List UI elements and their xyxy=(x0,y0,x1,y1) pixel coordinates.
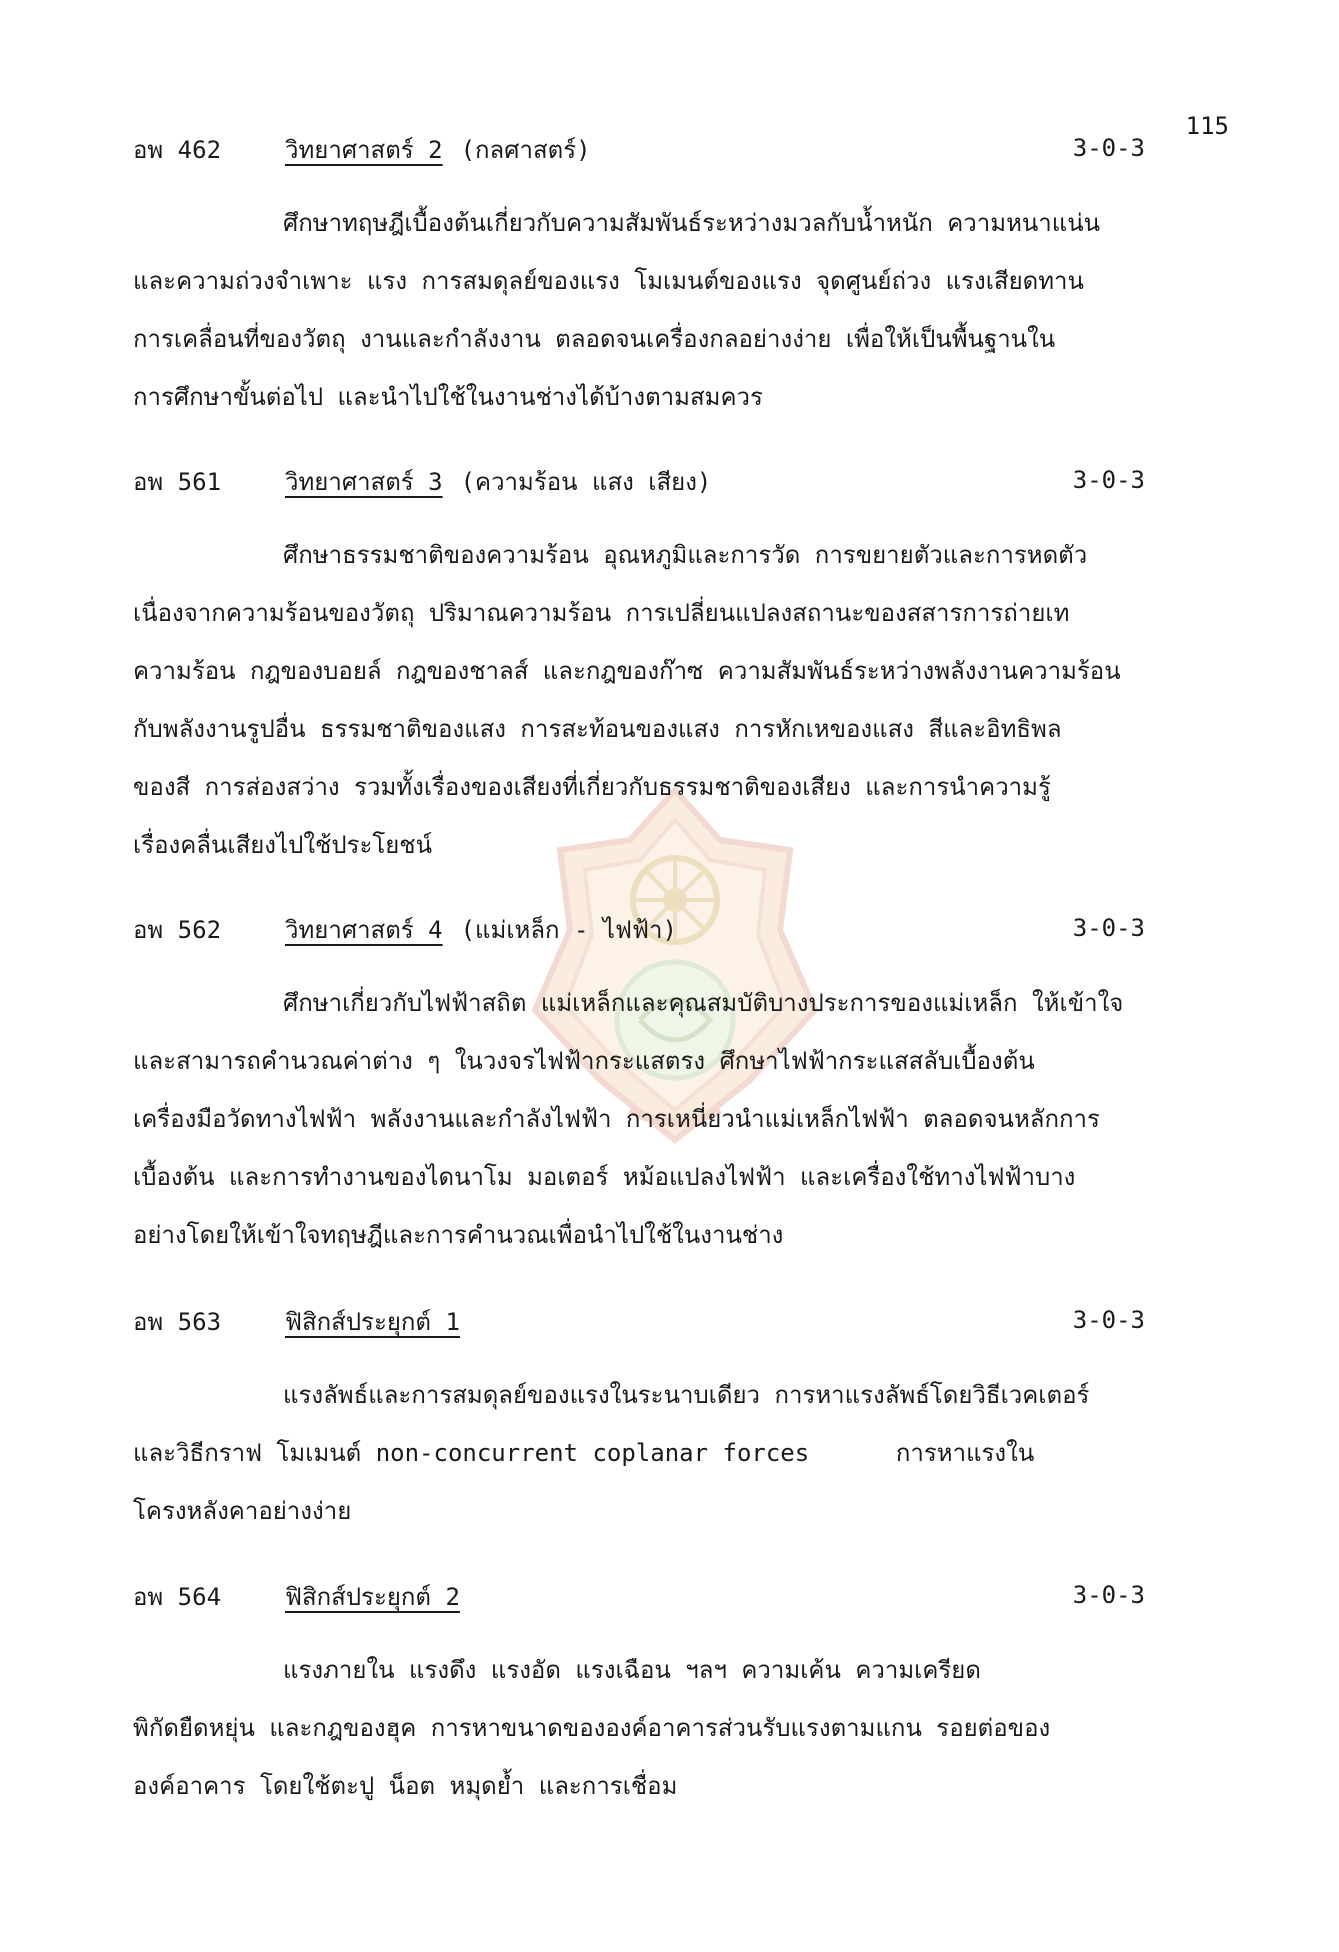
course-description xyxy=(133,1641,1213,1815)
course-credits: 3-0-3 xyxy=(1072,466,1145,494)
course-header xyxy=(133,1577,1213,1617)
description-line: กับพลังงานรูปอื่น ธรรมชาติของแสง การสะท้อนของแสง การหักเหของแสง สีและอิทธิพล xyxy=(133,715,1062,743)
description-line: และวิธีกราฟ โมเมนต์ non-concurrent coplanar forces การหาแรงใน xyxy=(133,1439,1035,1467)
description-line: การเคลื่อนที่ของวัตถุ งานและกำลังงาน ตลอดจนเครื่องกลอย่างง่าย เพื่อให้เป็นพื้นฐานใน xyxy=(133,325,1056,353)
description-line: องค์อาคาร โดยใช้ตะปู น็อต หมุดย้ำ และการเชื่อม xyxy=(133,1772,678,1800)
description-line: เบื้องต้น และการทำงานของไดนาโม มอเตอร์ หม้อแปลงไฟฟ้า และเครื่องใช้ทางไฟฟ้าบาง xyxy=(133,1163,1076,1191)
page-number: 115 xyxy=(1185,112,1229,140)
course-credits: 3-0-3 xyxy=(1072,914,1145,942)
course-credits: 3-0-3 xyxy=(1072,1306,1145,1334)
description-line: เครื่องมือวัดทางไฟฟ้า พลังงานและกำลังไฟฟ้า การเหนี่ยวนำแม่เหล็กไฟฟ้า ตลอดจนหลักการ xyxy=(133,1105,1100,1133)
description-line: และสามารถคำนวณค่าต่าง ๆ ในวงจรไฟฟ้ากระแสตรง ศึกษาไฟฟ้ากระแสสลับเบื้องต้น xyxy=(133,1047,1035,1075)
course-code: อพ 462 xyxy=(133,136,222,164)
course-title xyxy=(285,1577,460,1616)
description-line: เนื่องจากความร้อนของวัตถุ ปริมาณความร้อน การเปลี่ยนแปลงสถานะของสสารการถ่ายเท xyxy=(133,599,1070,627)
course-title xyxy=(285,462,711,501)
course-title-name: วิทยาศาสตร์ 3 xyxy=(285,468,443,496)
course-header xyxy=(133,130,1213,170)
course-code: อพ 564 xyxy=(133,1583,222,1611)
course-subtitle: (ความร้อน แสง เสียง) xyxy=(460,468,712,496)
course-title-name: ฟิสิกส์ประยุกต์ 1 xyxy=(285,1308,460,1336)
description-line: เรื่องคลื่นเสียงไปใช้ประโยชน์ xyxy=(133,831,433,859)
course-block xyxy=(133,1577,1213,1815)
course-code: อพ 562 xyxy=(133,916,222,944)
course-subtitle: (กลศาสตร์) xyxy=(460,136,591,164)
course-block xyxy=(133,462,1213,874)
course-title xyxy=(285,1302,460,1341)
description-line: โครงหลังคาอย่างง่าย xyxy=(133,1497,352,1525)
course-title xyxy=(285,130,591,169)
course-code: อพ 563 xyxy=(133,1308,222,1336)
course-title-name: วิทยาศาสตร์ 4 xyxy=(285,916,443,944)
course-code: อพ 561 xyxy=(133,468,222,496)
description-line: อย่างโดยให้เข้าใจทฤษฎีและการคำนวณเพื่อนำไปใช้ในงานช่าง xyxy=(133,1221,784,1249)
description-line: ศึกษาธรรมชาติของความร้อน อุณหภูมิและการวัด การขยายตัวและการหดตัว xyxy=(283,541,1088,569)
description-line: ศึกษาทฤษฎีเบื้องต้นเกี่ยวกับความสัมพันธ์ระหว่างมวลกับน้ำหนัก ความหนาแน่น xyxy=(283,209,1101,237)
course-block xyxy=(133,1302,1213,1540)
course-title-name: วิทยาศาสตร์ 2 xyxy=(285,136,443,164)
course-block xyxy=(133,130,1213,426)
course-block xyxy=(133,910,1213,1264)
course-header xyxy=(133,462,1213,502)
description-line: และความถ่วงจำเพาะ แรง การสมดุลย์ของแรง โมเมนต์ของแรง จุดศูนย์ถ่วง แรงเสียดทาน xyxy=(133,267,1084,295)
course-description xyxy=(133,974,1213,1264)
description-line: แรงภายใน แรงดึง แรงอัด แรงเฉือน ฯลฯ ความเค้น ความเครียด xyxy=(283,1656,981,1684)
course-description xyxy=(133,1366,1213,1540)
course-credits: 3-0-3 xyxy=(1072,134,1145,162)
course-description xyxy=(133,526,1213,874)
description-line: แรงลัพธ์และการสมดุลย์ของแรงในระนาบเดียว การหาแรงลัพธ์โดยวิธีเวคเตอร์ xyxy=(283,1381,1090,1409)
course-title-name: ฟิสิกส์ประยุกต์ 2 xyxy=(285,1583,460,1611)
description-line: การศึกษาขั้นต่อไป และนำไปใช้ในงานช่างได้บ้างตามสมควร xyxy=(133,383,763,411)
course-title xyxy=(285,910,677,949)
description-line: ศึกษาเกี่ยวกับไฟฟ้าสถิต แม่เหล็กและคุณสมบัติบางประการของแม่เหล็ก ให้เข้าใจ xyxy=(283,989,1124,1017)
description-line: พิกัดยืดหยุ่น และกฎของฮุค การหาขนาดขององค์อาคารส่วนรับแรงตามแกน รอยต่อของ xyxy=(133,1714,1051,1742)
course-subtitle: (แม่เหล็ก - ไฟฟ้า) xyxy=(460,916,677,944)
description-line: ของสี การส่องสว่าง รวมทั้งเรื่องของเสียงที่เกี่ยวกับธรรมชาติของเสียง และการนำความรู้ xyxy=(133,773,1051,801)
description-line: ความร้อน กฎของบอยล์ กฎของชาลส์ และกฎของก๊าซ ความสัมพันธ์ระหว่างพลังงานความร้อน xyxy=(133,657,1121,685)
course-header xyxy=(133,910,1213,950)
course-credits: 3-0-3 xyxy=(1072,1581,1145,1609)
course-header xyxy=(133,1302,1213,1342)
course-description xyxy=(133,194,1213,426)
